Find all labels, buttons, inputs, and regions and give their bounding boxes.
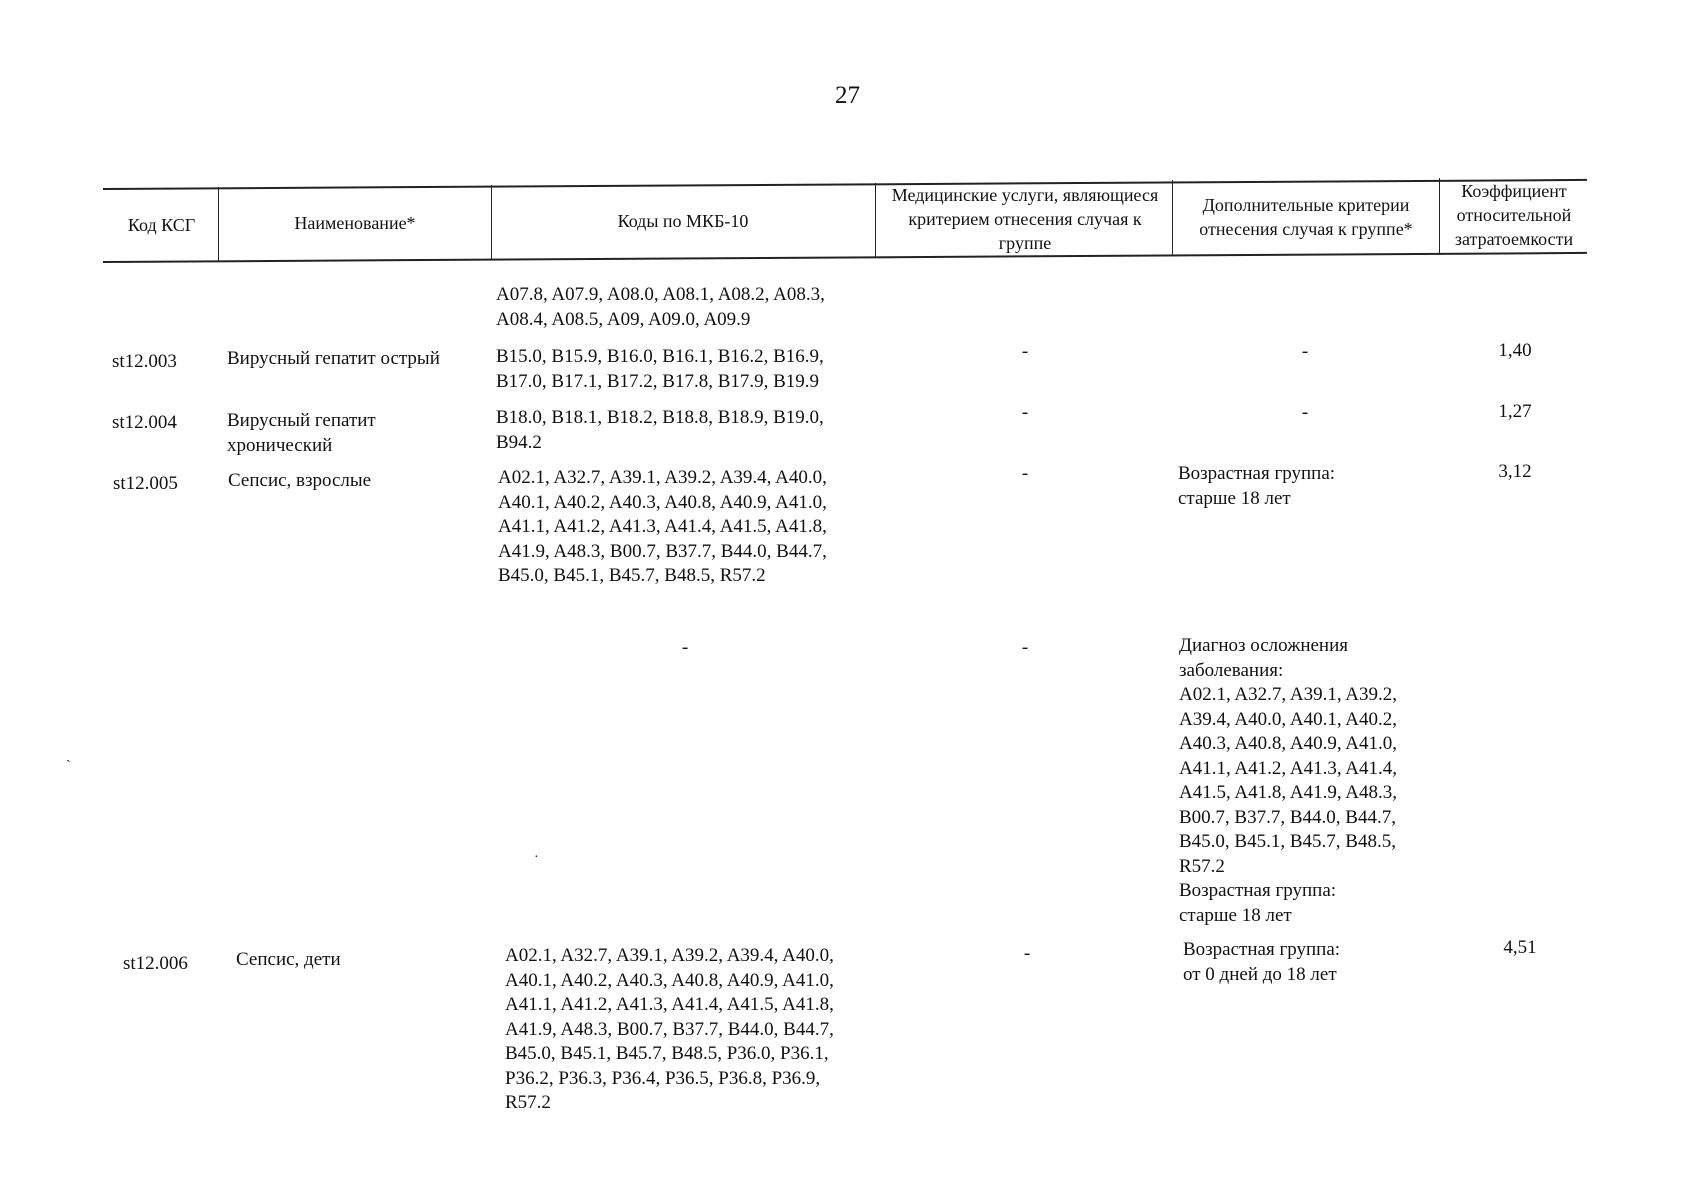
header-icd: Коды по МКБ-10 bbox=[617, 211, 749, 231]
header-services: Медицинские услуги, являющиеся критерием отнесения случая к группе bbox=[891, 185, 1159, 253]
header-divider bbox=[1439, 178, 1440, 253]
services-cell: - bbox=[1021, 402, 1029, 423]
criteria-cell: - bbox=[1301, 402, 1309, 423]
scan-speck: ˏ bbox=[66, 748, 71, 763]
ksg-name-cell: Вирусный гепатит хронический bbox=[227, 410, 376, 456]
ksg-code-cell: st12.005 bbox=[113, 473, 178, 494]
ksg-name-cell: Сепсис, дети bbox=[236, 949, 341, 970]
ksg-name-cell: Сепсис, взрослые bbox=[228, 470, 372, 491]
header-divider bbox=[1172, 180, 1173, 255]
services-cell: - bbox=[1021, 463, 1029, 484]
icd-codes-cell: B18.0, B18.1, B18.2, B18.8, B18.9, B19.0, B94.2 bbox=[496, 407, 824, 453]
coefficient-cell: 1,40 bbox=[1498, 340, 1532, 361]
page-number: 27 bbox=[835, 82, 860, 109]
criteria-cell: - bbox=[1301, 341, 1309, 362]
header-criteria: Дополнительные критерии отнесения случая к группе* bbox=[1199, 195, 1413, 239]
header-coefficient: Коэффициент относительной затратоемкости bbox=[1454, 181, 1574, 249]
header-divider bbox=[218, 187, 219, 261]
ksg-code-cell: st12.004 bbox=[112, 412, 177, 433]
header-divider bbox=[491, 185, 492, 260]
services-cell: - bbox=[1023, 943, 1031, 964]
header-name: Наименование* bbox=[294, 213, 416, 233]
services-cell: - bbox=[1021, 341, 1029, 362]
coefficient-cell: 1,27 bbox=[1498, 401, 1532, 422]
services-cell: - bbox=[1021, 637, 1029, 658]
coefficient-cell: 4,51 bbox=[1503, 937, 1537, 958]
icd-codes-cell: A07.8, A07.9, A08.0, A08.1, A08.2, A08.3, A08.4, A08.5, A09, A09.0, A09.9 bbox=[496, 284, 825, 330]
header-divider bbox=[875, 183, 876, 258]
ksg-code-cell: st12.003 bbox=[112, 351, 177, 372]
scan-speck: · bbox=[534, 850, 539, 865]
criteria-cell: Возрастная группа: от 0 дней до 18 лет bbox=[1183, 939, 1341, 985]
coefficient-cell: 3,12 bbox=[1498, 461, 1532, 482]
icd-codes-cell: - bbox=[681, 637, 689, 658]
icd-codes-cell: A02.1, A32.7, A39.1, A39.2, A39.4, A40.0, A40.1, A40.2, A40.3, A40.8, A40.9, A41.0, A41.1, A41.2, A41.3, A41.4, A41.5, A41.8, A41.9, A48.3, B00.7, B37.7, B44.0, B44.7, B45.0, B45.1, B45.7, B48.5, P36.0, P36.1, P36.2, P36.3, P36.4, P36.5, P36.8, P36.9, R57.2 bbox=[505, 945, 834, 1113]
criteria-cell: Возрастная группа: старше 18 лет bbox=[1178, 463, 1336, 509]
ksg-name-cell: Вирусный гепатит острый bbox=[227, 348, 440, 369]
icd-codes-cell: B15.0, B15.9, B16.0, B16.1, B16.2, B16.9, B17.0, B17.1, B17.2, B17.8, B17.9, B19.9 bbox=[496, 346, 824, 392]
ksg-code-cell: st12.006 bbox=[123, 953, 188, 974]
icd-codes-cell: A02.1, A32.7, A39.1, A39.2, A39.4, A40.0, A40.1, A40.2, A40.3, A40.8, A40.9, A41.0, A41.1, A41.2, A41.3, A41.4, A41.5, A41.8, A41.9, A48.3, B00.7, B37.7, B44.0, B44.7, B45.0, B45.1, B45.7, B48.5, R57.2 bbox=[498, 467, 827, 586]
criteria-cell: Диагноз осложнения заболевания: A02.1, A32.7, A39.1, A39.2, A39.4, A40.0, A40.1, A40.2, A40.3, A40.8, A40.9, A41.0, A41.1, A41.2, A41.3, A41.4, A41.5, A41.8, A41.9, A48.3, B00.7, B37.7, B44.0, B44.7, B45.0, B45.1, B45.7, B48.5, R57.2 Возрастная группа: старше 18 лет bbox=[1179, 635, 1397, 926]
header-code: Код КСГ bbox=[127, 215, 196, 235]
